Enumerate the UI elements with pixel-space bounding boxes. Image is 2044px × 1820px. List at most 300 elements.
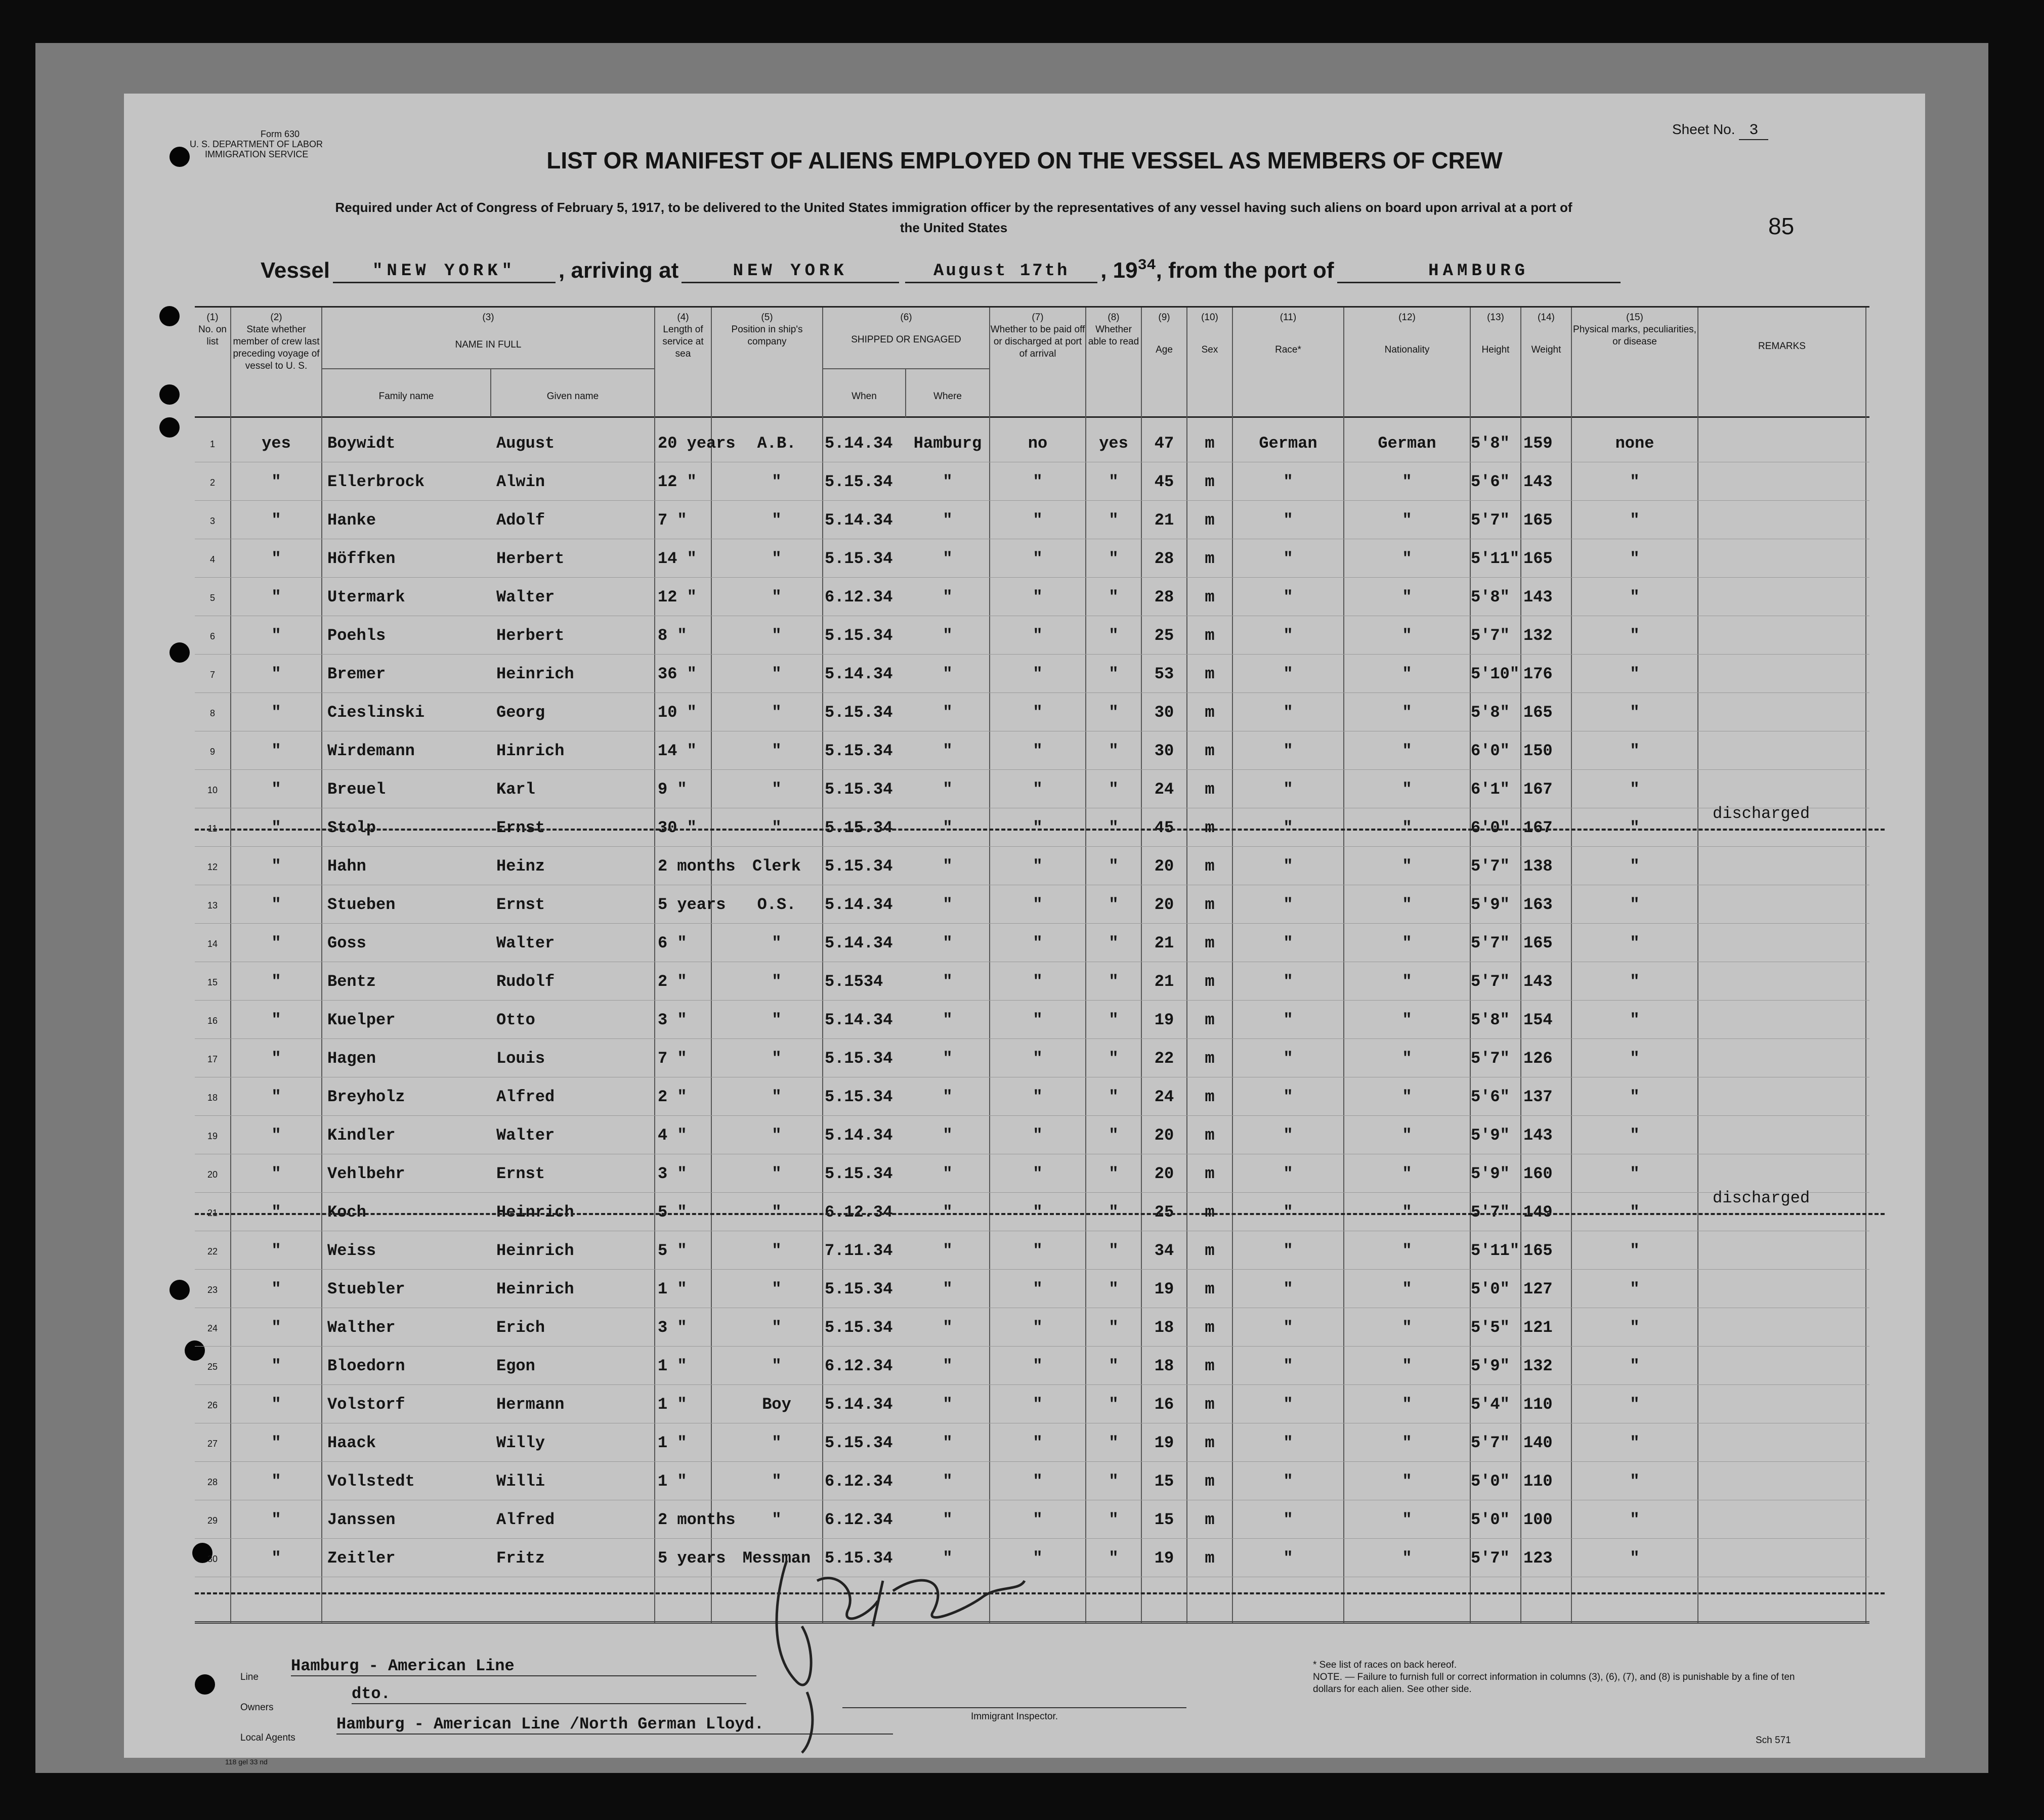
- given-name-cell: Willy: [496, 1434, 545, 1452]
- height-cell: 6'1": [1471, 780, 1510, 799]
- shipped-where-cell: ": [943, 472, 953, 491]
- service-length-cell: 2 months: [658, 857, 736, 876]
- col-number: (13): [1487, 312, 1504, 323]
- row-number: 21: [207, 1208, 218, 1218]
- nationality-cell: ": [1402, 1280, 1412, 1298]
- crew-before-cell: ": [271, 1280, 281, 1298]
- height-cell: 5'0": [1471, 1510, 1510, 1529]
- shipped-when-cell: 5.15.34: [825, 818, 893, 837]
- race-cell: ": [1283, 1357, 1293, 1375]
- physical-marks-cell: ": [1630, 972, 1640, 991]
- shipped-where-cell: ": [943, 1241, 953, 1260]
- family-name-cell: Haack: [327, 1434, 376, 1452]
- physical-marks-cell: ": [1630, 1126, 1640, 1145]
- height-cell: 6'0": [1471, 742, 1510, 760]
- row-number: 24: [207, 1323, 218, 1333]
- nationality-cell: ": [1402, 972, 1412, 991]
- physical-marks-cell: ": [1630, 626, 1640, 645]
- height-cell: 5'5": [1471, 1318, 1510, 1337]
- table-row: [195, 1500, 1869, 1539]
- table-row: [195, 1231, 1869, 1270]
- weight-cell: 140: [1523, 1434, 1553, 1452]
- col-number: (15): [1626, 312, 1643, 323]
- shipped-where-cell: ": [943, 934, 953, 952]
- given-name-cell: Hinrich: [496, 742, 565, 760]
- paid-off-cell: ": [1033, 1395, 1043, 1414]
- age-cell: 30: [1154, 703, 1174, 722]
- given-name-cell: Ernst: [496, 895, 545, 914]
- col-number: (9): [1158, 312, 1170, 323]
- row-number: 11: [207, 824, 218, 834]
- race-cell: ": [1283, 472, 1293, 491]
- crew-before-cell: ": [271, 549, 281, 568]
- able-to-read-cell: ": [1109, 1472, 1119, 1491]
- family-name-cell: Kuelper: [327, 1011, 396, 1029]
- family-name-cell: Stuebler: [327, 1280, 405, 1298]
- physical-marks-cell: ": [1630, 934, 1640, 952]
- table-row: [195, 1189, 1869, 1231]
- crew-before-cell: ": [271, 1088, 281, 1106]
- sex-cell: m: [1205, 549, 1215, 568]
- punch-hole: [169, 642, 190, 663]
- physical-marks-cell: ": [1630, 1241, 1640, 1260]
- paid-off-cell: ": [1033, 1434, 1043, 1452]
- shipped-when-cell: 5.15.34: [825, 472, 893, 491]
- header-rule: [322, 368, 654, 369]
- paid-off-cell: ": [1033, 742, 1043, 760]
- family-name-cell: Kindler: [327, 1126, 396, 1145]
- physical-marks-cell: ": [1630, 1472, 1640, 1491]
- position-cell: ": [772, 1126, 782, 1145]
- col-title: Height: [1481, 344, 1510, 355]
- crew-before-cell: ": [271, 626, 281, 645]
- race-cell: ": [1283, 1395, 1293, 1414]
- age-cell: 53: [1154, 665, 1174, 683]
- physical-marks-cell: ": [1630, 1357, 1640, 1375]
- family-name-cell: Volstorf: [327, 1395, 405, 1414]
- col-number: (5): [761, 312, 773, 323]
- weight-cell: 167: [1523, 818, 1553, 837]
- shipped-when-cell: 5.15.34: [825, 1088, 893, 1106]
- shipped-where-cell: ": [943, 511, 953, 530]
- weight-cell: 110: [1523, 1395, 1553, 1414]
- service-length-cell: 12 ": [658, 588, 697, 606]
- weight-cell: 137: [1523, 1088, 1553, 1106]
- shipped-when-cell: 6.12.34: [825, 1357, 893, 1375]
- position-cell: ": [772, 472, 782, 491]
- owners-value: dto.: [352, 1684, 746, 1704]
- footnote-races: * See list of races on back hereof.: [1313, 1660, 1457, 1670]
- table-row: [195, 1116, 1869, 1154]
- family-name-cell: Janssen: [327, 1510, 396, 1529]
- position-cell: ": [772, 1357, 782, 1375]
- crew-before-cell: ": [271, 1318, 281, 1337]
- height-cell: 5'7": [1471, 1203, 1510, 1222]
- weight-cell: 154: [1523, 1011, 1553, 1029]
- height-cell: 5'7": [1471, 1549, 1510, 1568]
- position-cell: Boy: [762, 1395, 791, 1414]
- age-cell: 24: [1154, 1088, 1174, 1106]
- crew-before-cell: ": [271, 1549, 281, 1568]
- punch-hole: [159, 306, 180, 326]
- age-cell: 34: [1154, 1241, 1174, 1260]
- given-name-cell: Alwin: [496, 472, 545, 491]
- crew-before-cell: ": [271, 1395, 281, 1414]
- age-cell: 15: [1154, 1472, 1174, 1491]
- weight-cell: 132: [1523, 1357, 1553, 1375]
- physical-marks-cell: ": [1630, 1088, 1640, 1106]
- arrival-port: NEW YORK: [682, 262, 899, 283]
- crew-before-cell: ": [271, 857, 281, 876]
- race-cell: ": [1283, 703, 1293, 722]
- height-cell: 5'0": [1471, 1472, 1510, 1491]
- col-title: Length of service at sea: [662, 324, 704, 359]
- service-length-cell: 3 ": [658, 1164, 687, 1183]
- able-to-read-cell: ": [1109, 1395, 1119, 1414]
- given-name-cell: Heinrich: [496, 665, 574, 683]
- age-cell: 25: [1154, 1203, 1174, 1222]
- given-name-cell: Alfred: [496, 1088, 555, 1106]
- position-cell: ": [772, 1164, 782, 1183]
- able-to-read-cell: ": [1109, 703, 1119, 722]
- sheet-number-value: 3: [1739, 122, 1768, 140]
- col-title: State whether member of crew last preceding voyage of vessel to U. S.: [233, 324, 320, 371]
- shipped-where-cell: ": [943, 703, 953, 722]
- sex-cell: m: [1205, 703, 1215, 722]
- race-cell: ": [1283, 857, 1293, 876]
- shipped-when-cell: 7.11.34: [825, 1241, 893, 1260]
- age-cell: 45: [1154, 818, 1174, 837]
- inspector-label: Immigrant Inspector.: [842, 1707, 1186, 1722]
- shipped-where-cell: ": [943, 1395, 953, 1414]
- table-row: [195, 962, 1869, 1001]
- row-number: 13: [207, 900, 218, 911]
- crew-before-cell: ": [271, 511, 281, 530]
- sex-cell: m: [1205, 1280, 1215, 1298]
- arriving-label: , arriving at: [559, 258, 679, 283]
- age-cell: 28: [1154, 588, 1174, 606]
- able-to-read-cell: ": [1109, 934, 1119, 952]
- header-col-12: [1344, 308, 1470, 416]
- table-row: [195, 1347, 1869, 1385]
- closing-line: [195, 1592, 1885, 1594]
- nationality-cell: ": [1402, 1549, 1412, 1568]
- crew-before-cell: ": [271, 742, 281, 760]
- race-cell: ": [1283, 1241, 1293, 1260]
- table-row: [195, 1462, 1869, 1500]
- strike-through-line: [195, 829, 1885, 831]
- family-name-cell: Breyholz: [327, 1088, 405, 1106]
- nationality-cell: ": [1402, 549, 1412, 568]
- physical-marks-cell: ": [1630, 1164, 1640, 1183]
- age-cell: 20: [1154, 1164, 1174, 1183]
- physical-marks-cell: ": [1630, 588, 1640, 606]
- table-row: [195, 616, 1869, 655]
- shipped-when-cell: 6.12.34: [825, 588, 893, 606]
- col-number: (10): [1201, 312, 1218, 323]
- crew-manifest-table: [195, 306, 1869, 1624]
- given-name-cell: Egon: [496, 1357, 535, 1375]
- nationality-cell: German: [1378, 434, 1436, 453]
- able-to-read-cell: ": [1109, 1280, 1119, 1298]
- able-to-read-cell: ": [1109, 1318, 1119, 1337]
- family-name-cell: Vollstedt: [327, 1472, 415, 1491]
- family-name-cell: Hanke: [327, 511, 376, 530]
- table-row: [195, 501, 1869, 539]
- shipped-where-cell: ": [943, 1472, 953, 1491]
- height-cell: 5'6": [1471, 472, 1510, 491]
- family-name-cell: Breuel: [327, 780, 386, 799]
- sex-cell: m: [1205, 1126, 1215, 1145]
- weight-cell: 100: [1523, 1510, 1553, 1529]
- punch-hole: [159, 384, 180, 405]
- age-cell: 20: [1154, 895, 1174, 914]
- able-to-read-cell: ": [1109, 626, 1119, 645]
- shipped-when-cell: 5.14.34: [825, 511, 893, 530]
- service-length-cell: 12 ": [658, 472, 697, 491]
- nationality-cell: ": [1402, 857, 1412, 876]
- race-cell: ": [1283, 818, 1293, 837]
- nationality-cell: ": [1402, 665, 1412, 683]
- age-cell: 19: [1154, 1549, 1174, 1568]
- service-length-cell: 7 ": [658, 1049, 687, 1068]
- table-row: [195, 804, 1869, 847]
- row-number: 30: [207, 1554, 218, 1564]
- weight-cell: 150: [1523, 742, 1553, 760]
- service-length-cell: 3 ": [658, 1011, 687, 1029]
- shipped-when-cell: 5.15.34: [825, 1318, 893, 1337]
- shipped-when-cell: 5.15.34: [825, 1549, 893, 1568]
- weight-cell: 110: [1523, 1472, 1553, 1491]
- service-length-cell: 9 ": [658, 780, 687, 799]
- line-value: Hamburg - American Line: [291, 1657, 756, 1676]
- col-title: Nationality: [1384, 344, 1430, 355]
- col-number: (14): [1538, 312, 1555, 323]
- family-name-cell: Walther: [327, 1318, 396, 1337]
- position-cell: ": [772, 1280, 782, 1298]
- strike-through-line: [195, 1213, 1885, 1215]
- family-name-cell: Hahn: [327, 857, 366, 876]
- punch-hole: [169, 1280, 190, 1300]
- age-cell: 24: [1154, 780, 1174, 799]
- physical-marks-cell: ": [1630, 703, 1640, 722]
- shipped-where-cell: ": [943, 857, 953, 876]
- shipped-when-cell: 5.14.34: [825, 934, 893, 952]
- col-number: (12): [1398, 312, 1416, 323]
- weight-cell: 165: [1523, 549, 1553, 568]
- shipped-where-cell: ": [943, 1164, 953, 1183]
- race-cell: ": [1283, 665, 1293, 683]
- able-to-read-cell: ": [1109, 1357, 1119, 1375]
- table-row: [195, 1001, 1869, 1039]
- given-name-cell: Georg: [496, 703, 545, 722]
- shipped-when-cell: 5.14.34: [825, 1395, 893, 1414]
- shipped-where-cell: ": [943, 1049, 953, 1068]
- col-title: Sex: [1201, 344, 1218, 355]
- position-cell: ": [772, 1203, 782, 1222]
- physical-marks-cell: ": [1630, 1280, 1640, 1298]
- given-name-cell: Herbert: [496, 549, 565, 568]
- service-length-cell: 5 years: [658, 1549, 726, 1568]
- shipped-when-cell: 5.1534: [825, 972, 883, 991]
- line-label: Line: [240, 1672, 259, 1682]
- row-number: 9: [209, 747, 215, 757]
- sex-cell: m: [1205, 511, 1215, 530]
- given-name-cell: Walter: [496, 1126, 555, 1145]
- family-name-cell: Poehls: [327, 626, 386, 645]
- service-length-cell: 14 ": [658, 742, 697, 760]
- col-title: SHIPPED OR ENGAGED: [851, 334, 961, 345]
- position-cell: ": [772, 742, 782, 760]
- table-row: [195, 770, 1869, 808]
- sex-cell: m: [1205, 588, 1215, 606]
- table-row: [195, 1385, 1869, 1423]
- race-cell: ": [1283, 1126, 1293, 1145]
- physical-marks-cell: ": [1630, 1395, 1640, 1414]
- race-cell: ": [1283, 1510, 1293, 1529]
- nationality-cell: ": [1402, 588, 1412, 606]
- able-to-read-cell: ": [1109, 1126, 1119, 1145]
- page-number: 85: [1768, 213, 1795, 239]
- print-code: 118 gel 33 nd: [225, 1758, 268, 1766]
- table-row: [195, 1270, 1869, 1308]
- weight-cell: 143: [1523, 588, 1553, 606]
- crew-before-cell: ": [271, 972, 281, 991]
- shipped-where-cell: ": [943, 588, 953, 606]
- inspector-signature: [756, 1550, 1040, 1763]
- age-cell: 21: [1154, 972, 1174, 991]
- height-cell: 5'8": [1471, 1011, 1510, 1029]
- paid-off-cell: ": [1033, 1088, 1043, 1106]
- weight-cell: 176: [1523, 665, 1553, 683]
- race-cell: ": [1283, 742, 1293, 760]
- table-row: [195, 1423, 1869, 1462]
- family-name-cell: Bentz: [327, 972, 376, 991]
- page-title: LIST OR MANIFEST OF ALIENS EMPLOYED ON THE VESSEL AS MEMBERS OF CREW: [546, 147, 1503, 174]
- sex-cell: m: [1205, 1549, 1215, 1568]
- given-name-cell: Walter: [496, 934, 555, 952]
- sex-cell: m: [1205, 626, 1215, 645]
- shipped-where-cell: ": [943, 818, 953, 837]
- crew-before-cell: ": [271, 1049, 281, 1068]
- nationality-cell: ": [1402, 1318, 1412, 1337]
- column-rule: [490, 369, 491, 417]
- department-name: U. S. DEPARTMENT OF LABOR: [190, 139, 323, 149]
- sex-cell: m: [1205, 1164, 1215, 1183]
- able-to-read-cell: ": [1109, 818, 1119, 837]
- family-name-cell: Wirdemann: [327, 742, 415, 760]
- punch-hole: [159, 417, 180, 438]
- crew-before-cell: ": [271, 818, 281, 837]
- shipped-where-cell: ": [943, 1203, 953, 1222]
- shipped-when-cell: 6.12.34: [825, 1472, 893, 1491]
- family-name-cell: Stolp: [327, 818, 376, 837]
- given-name-cell: Rudolf: [496, 972, 555, 991]
- service-length-cell: 14 ": [658, 549, 697, 568]
- crew-before-cell: ": [271, 934, 281, 952]
- column-rule: [905, 369, 906, 417]
- position-cell: ": [772, 1049, 782, 1068]
- position-cell: ": [772, 934, 782, 952]
- weight-cell: 165: [1523, 934, 1553, 952]
- header-col-9: [1142, 308, 1186, 416]
- family-name-cell: Utermark: [327, 588, 405, 606]
- weight-cell: 143: [1523, 1126, 1553, 1145]
- position-cell: ": [772, 626, 782, 645]
- given-name-cell: Walter: [496, 588, 555, 606]
- family-name-cell: Zeitler: [327, 1549, 396, 1568]
- arrival-date: August 17th: [905, 262, 1097, 283]
- vessel-line: [261, 258, 1880, 283]
- row-number: 22: [207, 1246, 218, 1256]
- paid-off-cell: ": [1033, 1126, 1043, 1145]
- height-cell: 5'7": [1471, 972, 1510, 991]
- given-name-cell: Erich: [496, 1318, 545, 1337]
- race-cell: ": [1283, 1549, 1293, 1568]
- age-cell: 47: [1154, 434, 1174, 453]
- paid-off-cell: ": [1033, 1549, 1043, 1568]
- col-number: (11): [1280, 312, 1297, 323]
- shipped-where-cell: ": [943, 626, 953, 645]
- height-cell: 5'7": [1471, 1434, 1510, 1452]
- family-name-cell: Goss: [327, 934, 366, 952]
- table-row: [195, 847, 1869, 885]
- paid-off-cell: ": [1033, 588, 1043, 606]
- shipped-where-cell: ": [943, 665, 953, 683]
- shipped-when-cell: 5.14.34: [825, 665, 893, 683]
- height-cell: 5'9": [1471, 1357, 1510, 1375]
- family-name-cell: Koch: [327, 1203, 366, 1222]
- col-title: NAME IN FULL: [455, 339, 522, 350]
- family-name-cell: Ellerbrock: [327, 472, 425, 491]
- col-title: Physical marks, peculiarities, or disease: [1573, 324, 1696, 347]
- crew-before-cell: ": [271, 665, 281, 683]
- shipped-when-cell: 5.14.34: [825, 1011, 893, 1029]
- paid-off-cell: ": [1033, 972, 1043, 991]
- physical-marks-cell: ": [1630, 665, 1640, 683]
- paid-off-cell: ": [1033, 1164, 1043, 1183]
- given-name-cell: Willi: [496, 1472, 545, 1491]
- family-name-cell: Cieslinski: [327, 703, 425, 722]
- nationality-cell: ": [1402, 1434, 1412, 1452]
- weight-cell: 165: [1523, 703, 1553, 722]
- position-cell: ": [772, 1510, 782, 1529]
- row-number: 5: [209, 593, 215, 603]
- nationality-cell: ": [1402, 780, 1412, 799]
- shipped-where-cell: ": [943, 1126, 953, 1145]
- able-to-read-cell: ": [1109, 857, 1119, 876]
- departure-port-label: , from the port of: [1156, 258, 1334, 283]
- age-cell: 20: [1154, 857, 1174, 876]
- paid-off-cell: ": [1033, 626, 1043, 645]
- position-cell: ": [772, 1241, 782, 1260]
- service-length-cell: 5 ": [658, 1203, 687, 1222]
- physical-marks-cell: ": [1630, 549, 1640, 568]
- paid-off-cell: ": [1033, 857, 1043, 876]
- weight-cell: 165: [1523, 1241, 1553, 1260]
- paid-off-cell: ": [1033, 703, 1043, 722]
- physical-marks-cell: ": [1630, 895, 1640, 914]
- row-number: 10: [207, 785, 218, 795]
- paid-off-cell: ": [1033, 780, 1043, 799]
- paid-off-cell: ": [1033, 1357, 1043, 1375]
- nationality-cell: ": [1402, 1472, 1412, 1491]
- position-cell: ": [772, 1318, 782, 1337]
- row-number: 27: [207, 1439, 218, 1449]
- paid-off-cell: ": [1033, 1318, 1043, 1337]
- row-number: 16: [207, 1016, 218, 1026]
- shipped-when-cell: 6.12.34: [825, 1510, 893, 1529]
